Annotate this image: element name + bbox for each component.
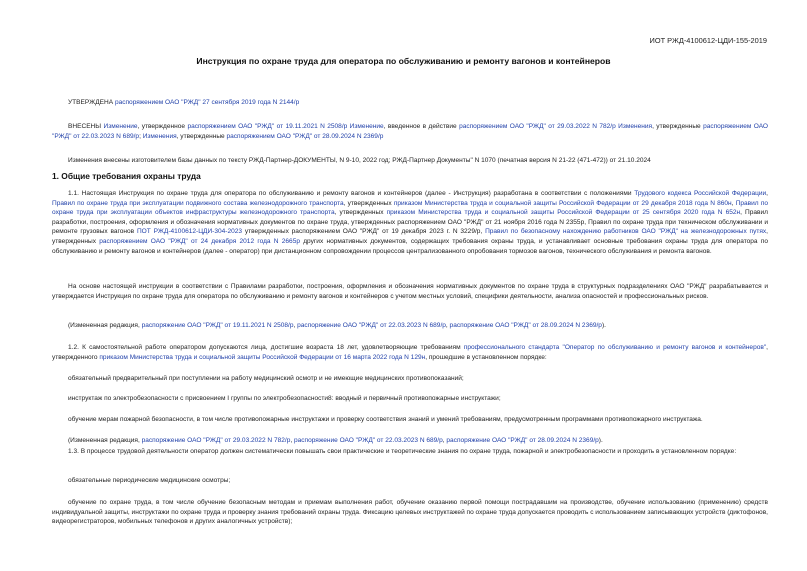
law-link[interactable]: Правил по охране труда при эксплуатации объектов инфраструктуры железнодорожного транспорта xyxy=(52,199,769,217)
amendment-link[interactable]: распоряжением ОАО "РЖД" от 28.09.2024 N 2369/р xyxy=(226,132,384,140)
law-link[interactable]: Правил по безопасному нахождению работников ОАО "РЖД" на железнодорожных путях xyxy=(485,228,767,236)
list-item: обучение мерам пожарной безопасности, в том числе противопожарные инструктажи и проверку соответствия знаний и умений требованиям, предусмотренным программами противопожарного инструктажа. xyxy=(68,416,703,423)
list-item: обязательные периодические медицинские осмотры; xyxy=(68,477,231,484)
list-item: обязательный предварительный при поступлении на работу медицинский осмотр и не имеющие медицинских противопоказаний; xyxy=(68,375,464,382)
amendment-link[interactable]: распоряжением ОАО "РЖД" от 19.11.2021 N 2508/р xyxy=(187,123,348,130)
clause-1-2: 1.2. К самостоятельной работе оператором допускаются лица, достигшие возраста 18 лет, удовлетворяющие требованиям профессионального стандарта "Оператор по обслуживанию и ремонту вагонов и контейнеров", утвержденного приказом Министерства труда и социальной защиты Российской Федерации от 16 марта 2022 года N 129н, прошедшие в установленном порядке: xyxy=(52,344,768,361)
list-item: инструктаж по электробезопасности с присвоением I группы по электробезопасности8: вводный и первичный противопожарные инструктажи; xyxy=(68,395,501,402)
law-link[interactable]: распоряжением ОАО "РЖД" от 24 декабря 2012 года N 2665р xyxy=(99,237,300,245)
law-link[interactable]: приказом Министерства труда и социальной защиты Российской Федерации от 29 декабря 2018 года N 860н xyxy=(393,199,732,207)
edition-note-2: (Измененная редакция, распоряжение ОАО "РЖД" от 29.03.2022 N 782/р, распоряжение ОАО "РЖД" от 22.03.2023 N 689/р, распоряжение ОАО "РЖД" от 28.09.2024 N 2369/р). xyxy=(68,437,603,444)
law-link[interactable]: приказом Министерства труда и социальной защиты Российской Федерации от 25 сентября 2020 года N 652н xyxy=(386,209,741,217)
document-id: ИОТ РЖД-4100612-ЦДИ-155-2019 xyxy=(649,36,767,45)
amendment-link[interactable]: Изменение xyxy=(347,123,384,130)
amendment-link[interactable]: распоряжением ОАО "РЖД" от 22.03.2023 N 689/р xyxy=(52,123,769,140)
law-link[interactable]: Трудового кодекса Российской Федерации xyxy=(634,190,767,197)
edition-link[interactable]: распоряжение ОАО "РЖД" от 22.03.2023 N 689/р xyxy=(293,437,443,444)
law-link[interactable]: ПОТ РЖД-4100612-ЦДИ-304-2023 xyxy=(136,228,243,236)
document-title: Инструкция по охране труда для оператора по обслуживанию и ремонту вагонов и контейнеров xyxy=(196,56,611,66)
amendment-link[interactable]: Изменения xyxy=(142,132,177,140)
approval-paragraph: УТВЕРЖДЕНА распоряжением ОАО "РЖД" 27 сентября 2019 года N 2144/р xyxy=(68,99,300,106)
amendment-link[interactable]: Изменение xyxy=(103,123,138,130)
amendments-paragraph: ВНЕСЕНЫ Изменение, утвержденное распоряжением ОАО "РЖД" от 19.11.2021 N 2508/р Изменение, введенное в действие распоряжением ОАО "РЖД" от 29.03.2022 N 782/р Изменения, утвержденные распоряжением ОАО "РЖД" от 22.03.2023 N 689/р; Изменения, утвержденные распоряжением ОАО "РЖД" от 28.09.2024 N 2369/р xyxy=(52,123,769,140)
standard-link[interactable]: приказом Министерства труда и социальной защиты Российской Федерации от 16 марта 2022 года N 129н xyxy=(99,353,426,361)
edition-link[interactable]: распоряжение ОАО "РЖД" от 28.09.2024 N 2369/р xyxy=(446,437,599,444)
clause-1-3: 1.3. В процессе трудовой деятельности оператор должен систематически повышать свои практические и теоретические знания по охране труда, пожарной и электробезопасности и проходить в установленном порядке: xyxy=(68,448,737,455)
amendment-link[interactable]: Изменения xyxy=(615,123,653,130)
basis-paragraph: На основе настоящей инструкции в соответствии с Правилами разработки, построения, оформления и обозначения нормативных документов по охране труда в структурных подразделениях ОАО "РЖД" разрабатывается и утверждается Инструкция по охране труда для оператора по обслуживанию и ремонту вагонов и контейнеров с учетом местных условий, специфики деятельности, анализа опасностей и профессиональных рисков. xyxy=(52,283,768,300)
edition-link[interactable]: распоряжение ОАО "РЖД" от 28.09.2024 N 2369/р xyxy=(449,322,602,329)
standard-link[interactable]: профессионального стандарта "Оператор по обслуживанию и ремонту вагонов и контейнеров" xyxy=(463,344,767,351)
clause-1-1: 1.1. Настоящая Инструкция по охране труда для оператора по обслуживанию и ремонту вагонов и контейнеров (далее - Инструкция) разработана в соответствии с положениями Трудового кодекса Российской Федерации, Правил по охране труда при эксплуатации подвижного состава железнодорожного транспорта, утвержденных приказом Министерства труда и социальной защиты Российской Федерации от 29 декабря 2018 года N 860н, Правил по охране труда при эксплуатации объектов инфраструктуры железнодорожного транспорта, утвержденных приказом Министерства труда и социальной защиты Российской Федерации от 25 сентября 2020 года N 652н, Правил разработки, построения, оформления и обозначения нормативных документов по охране труда, утвержденных распоряжением ОАО "РЖД" от 21 ноября 2016 года N 2355р, Правил по охране труда при техническом обслуживании и ремонте грузовых вагонов ПОТ РЖД-4100612-ЦДИ-304-2023 утвержденных распоряжением ОАО "РЖД" от 19 декабря 2023 г. N 3229/р, Правил по безопасному нахождению работников ОАО "РЖД" на железнодорожных путях, утвержденных распоряжением ОАО "РЖД" от 24 декабря 2012 года N 2665р других нормативных документов, содержащих требования охраны труда, и устанавливает основные требования охраны труда для оператора по обслуживанию и ремонту вагонов и контейнеров (далее - оператор) при дистанционном сопровождении процессов централизованного опробования тормозов вагонов, технического обслуживания и ремонта вагонов. xyxy=(52,190,769,255)
law-link[interactable]: Правил по охране труда при эксплуатации подвижного состава железнодорожного транспорта xyxy=(52,199,344,207)
approval-link[interactable]: распоряжением ОАО "РЖД" 27 сентября 2019 года N 2144/р xyxy=(114,99,300,106)
edition-link[interactable]: распоряжение ОАО "РЖД" от 19.11.2021 N 2508/р xyxy=(141,322,294,329)
edition-note-1: (Измененная редакция, распоряжение ОАО "РЖД" от 19.11.2021 N 2508/р, распоряжение ОАО "РЖД" от 22.03.2023 N 689/р, распоряжение ОАО "РЖД" от 28.09.2024 N 2369/р). xyxy=(68,322,606,329)
list-item: обучение по охране труда, в том числе обучение безопасным методам и приемам выполнения работ, обучение оказанию первой помощи пострадавшим на производстве, обучение использованию (применению) средств индивидуальной защиты, инструктажи по охране труда и проверку знания требований охраны труда. Фиксацию целевых инструктажей по охране труда допускается проводить с использованием записывающих устройств (диктофонов, видеорегистраторов, мобильных телефонов и других аналогичных устройств); xyxy=(52,499,768,526)
db-changes-note: Изменения внесены изготовителем базы данных по тексту РЖД-Партнер-ДОКУМЕНТЫ, N 9-10, 2022 год; РЖД-Партнер Документы" N 1070 (печатная версия N 21-22 (471-472)) от 21.10.2024 xyxy=(68,157,651,164)
amendment-link[interactable]: распоряжением ОАО "РЖД" от 29.03.2022 N 782/р xyxy=(459,123,616,130)
edition-link[interactable]: распоряжение ОАО "РЖД" от 29.03.2022 N 782/р xyxy=(141,437,291,444)
edition-link[interactable]: распоряжение ОАО "РЖД" от 22.03.2023 N 689/р xyxy=(297,322,446,329)
section-heading-general: 1. Общие требования охраны труда xyxy=(52,171,201,181)
